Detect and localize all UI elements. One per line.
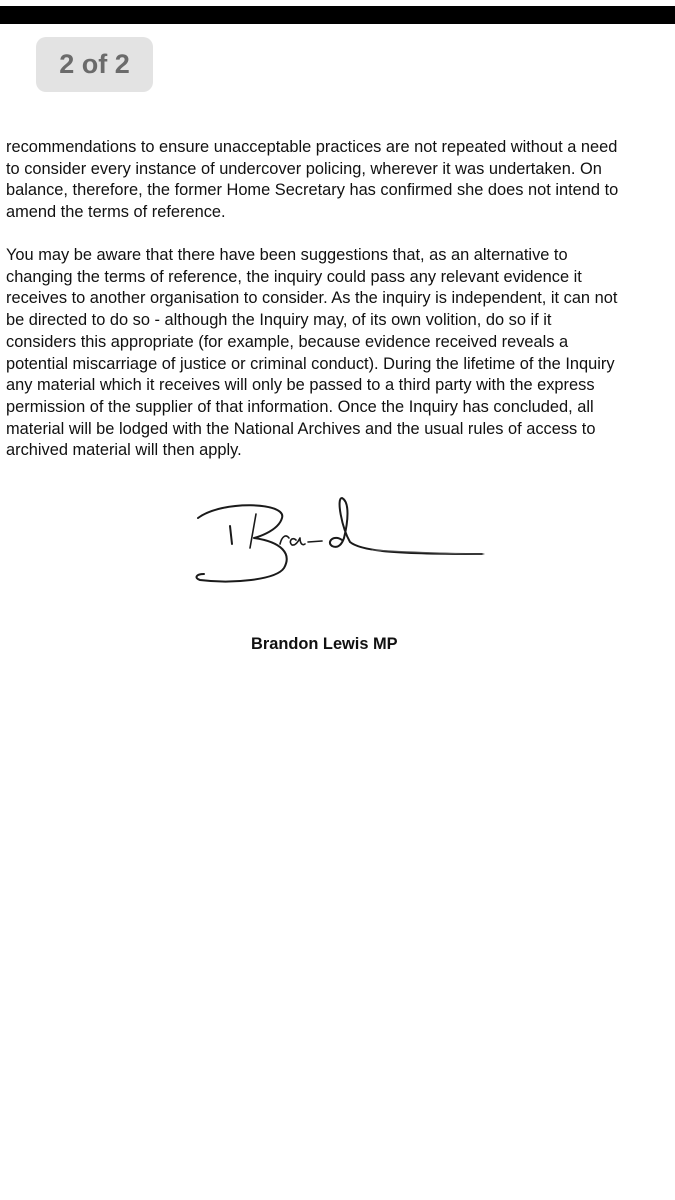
text-line: be directed to do so - although the Inquiry may, of its own volition, do so if it: [6, 311, 552, 330]
text-line: to consider every instance of undercover policing, wherever it was undertaken. On: [6, 159, 602, 178]
text-line: considers this appropriate (for example, because evidence received reveals a: [6, 332, 569, 351]
text-line: amend the terms of reference.: [6, 203, 226, 222]
text-line: any material which it receives will only be passed to a third party with the express: [6, 376, 595, 395]
text-line: potential miscarriage of justice or criminal conduct). During the lifetime of the Inquiry: [6, 354, 615, 373]
page-indicator: [36, 37, 153, 92]
top-bar: [0, 6, 675, 24]
text-line: balance, therefore, the former Home Secretary has confirmed she does not intend to: [6, 181, 619, 200]
text-line: You may be aware that there have been suggestions that, as an alternative to: [6, 246, 568, 264]
handwritten-signature: [192, 488, 492, 598]
text-line: permission of the supplier of that information. Once the Inquiry has concluded, all: [6, 397, 594, 416]
text-line: recommendations to ensure unacceptable practices are not repeated without a need: [6, 138, 618, 156]
text-line: material will be lodged with the National Archives and the usual rules of access to: [6, 419, 596, 438]
signatory-name: Brandon Lewis MP: [251, 635, 398, 653]
text-line: changing the terms of reference, the inquiry could pass any relevant evidence it: [6, 267, 582, 286]
text-line: receives to another organisation to consider. As the inquiry is independent, it can not: [6, 289, 618, 308]
text-line: archived material will then apply.: [6, 441, 242, 460]
page-indicator-label: 2 of 2: [59, 49, 130, 79]
letter-paragraph-1: [6, 137, 666, 224]
letter-paragraph-2: [6, 245, 666, 462]
